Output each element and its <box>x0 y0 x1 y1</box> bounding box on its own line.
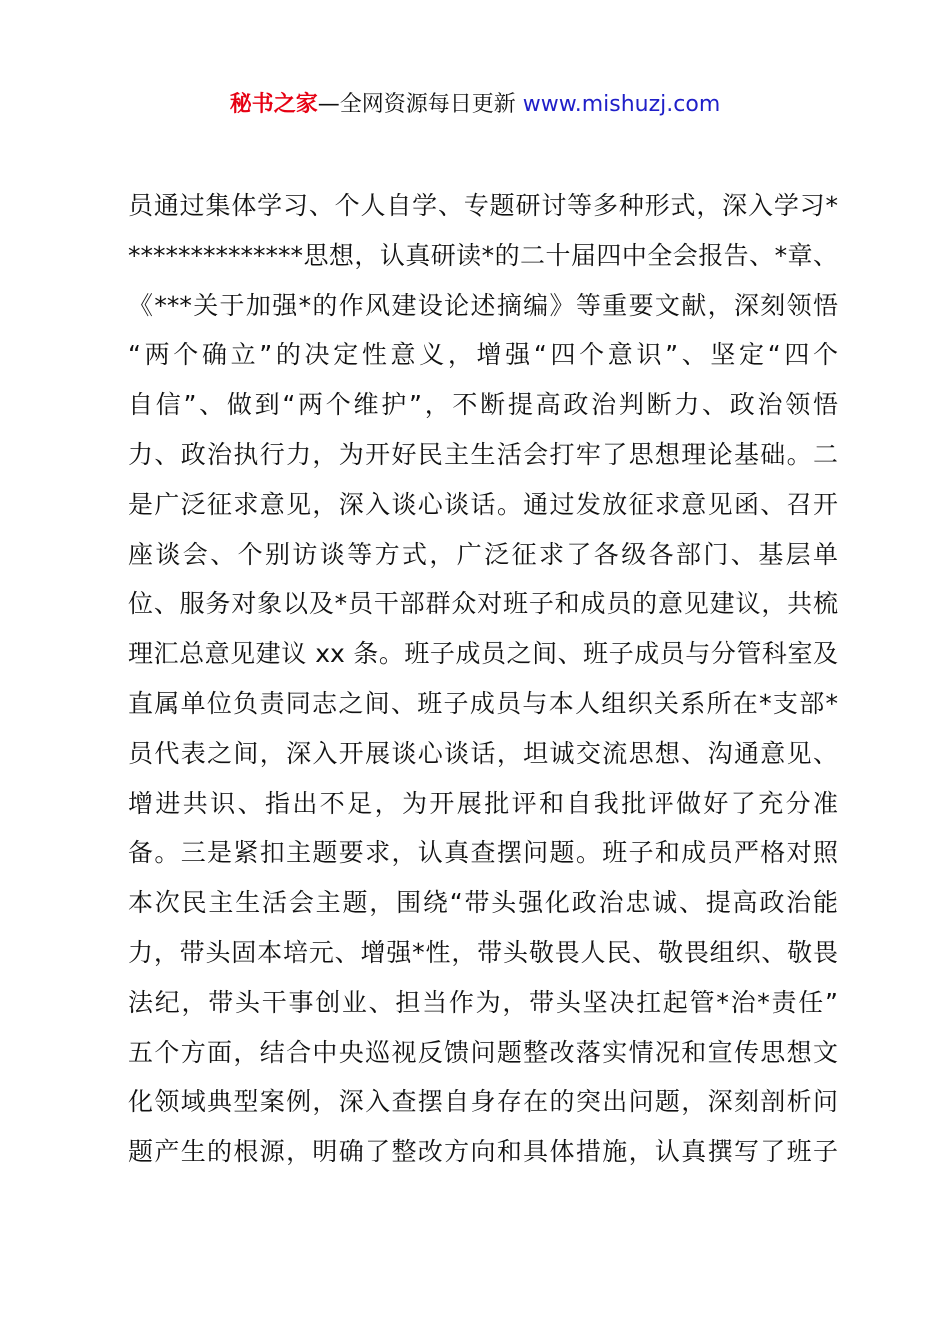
text-line: 五个方面，结合中央巡视反馈问题整改落实情况和宣传思想文 <box>128 1037 838 1067</box>
text-line: 本次民主生活会主题，围绕“带头强化政治忠诚、提高政治能 <box>128 888 838 918</box>
text-line: 增进共识、指出不足，为开展批评和自我批评做好了充分准 <box>128 788 838 818</box>
text-line: 《***关于加强*的作风建设论述摘编》等重要文献，深刻领悟 <box>128 290 838 320</box>
text-line: 化领域典型案例，深入查摆自身存在的突出问题，深刻剖析问 <box>128 1087 838 1117</box>
text-line: 员代表之间，深入开展谈心谈话，坦诚交流思想、沟通意见、 <box>128 738 838 768</box>
brand-name: 秘书之家 <box>229 92 318 117</box>
text-line: 直属单位负责同志之间、班子成员与本人组织关系所在*支部* <box>128 688 838 718</box>
header-tagline: —全网资源每日更新 <box>317 92 523 117</box>
text-line: 题产生的根源，明确了整改方向和具体措施，认真撰写了班子 <box>128 1137 838 1167</box>
text-line: 是广泛征求意见，深入谈心谈话。通过发放征求意见函、召开 <box>128 489 838 519</box>
document-body <box>128 181 838 1177</box>
text-line: “两个确立”的决定性意义，增强“四个意识”、坚定“四个 <box>128 340 838 370</box>
text-line: 员通过集体学习、个人自学、专题研讨等多种形式，深入学习* <box>128 191 838 220</box>
text-line: 法纪，带头干事创业、担当作为，带头坚决扛起管*治*责任” <box>128 987 838 1017</box>
text-line: 座谈会、个别访谈等方式，广泛征求了各级各部门、基层单 <box>128 539 838 569</box>
text-line: 备。三是紧扣主题要求，认真查摆问题。班子和成员严格对照 <box>128 838 838 868</box>
text-line: 位、服务对象以及*员干部群众对班子和成员的意见建议，共梳 <box>128 589 838 619</box>
text-line: **************思想，认真研读*的二十届四中全会报告、*章、 <box>128 240 838 270</box>
text-line: 力、政治执行力，为开好民主生活会打牢了思想理论基础。二 <box>128 439 838 469</box>
page-header <box>0 88 950 122</box>
text-line: 自信”、做到“两个维护”，不断提高政治判断力、政治领悟 <box>128 390 838 420</box>
text-line: 力，带头固本培元、增强*性，带头敬畏人民、敬畏组织、敬畏 <box>128 937 838 967</box>
site-url[interactable]: www.mishuzj.com <box>522 92 721 117</box>
text-line: 理汇总意见建议 xx 条。班子成员之间、班子成员与分管科室及 <box>128 639 838 669</box>
